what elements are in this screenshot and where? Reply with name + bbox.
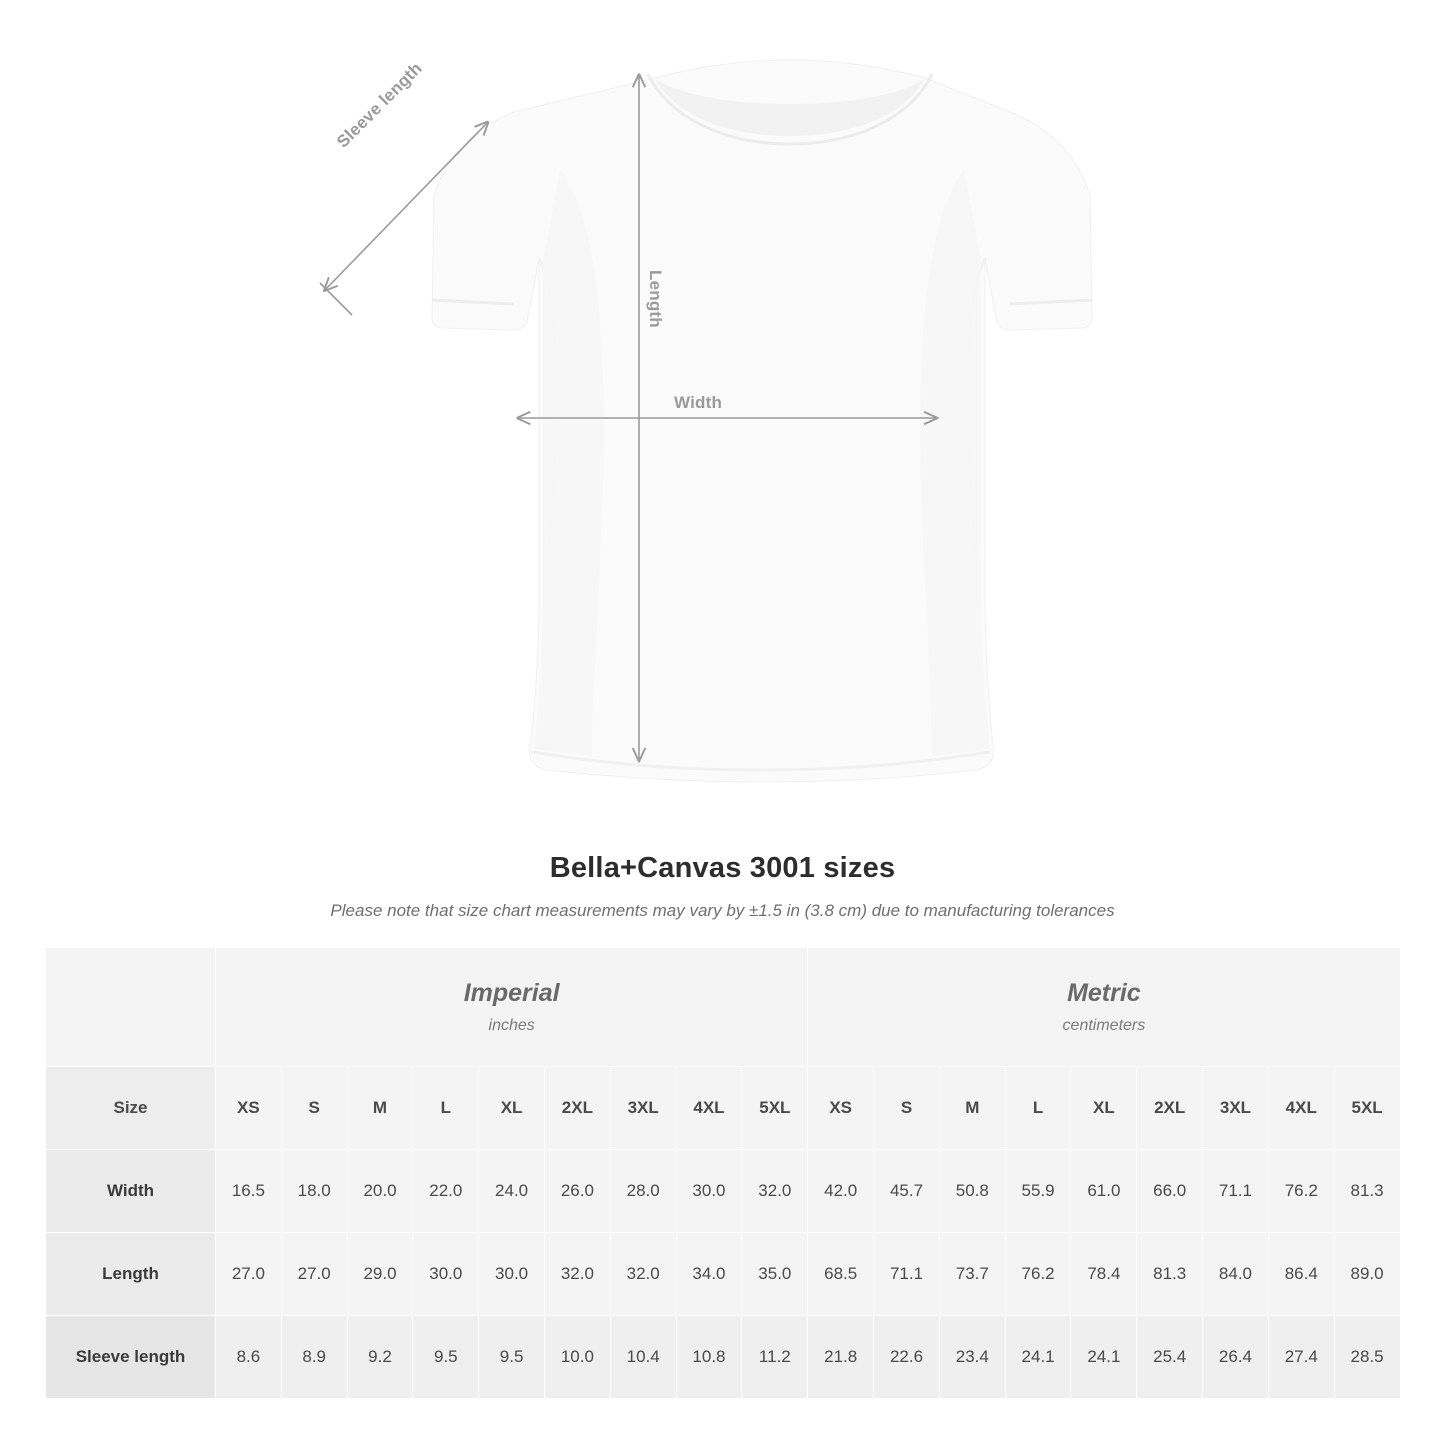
cell-sleeve-imperial-xl: 9.5 (479, 1316, 545, 1399)
cell-width-imperial-xs: 16.5 (216, 1150, 282, 1233)
cell-sleeve-metric-3xl: 26.4 (1203, 1316, 1269, 1399)
cell-sleeve-metric-4xl: 27.4 (1268, 1316, 1334, 1399)
header-size-metric-l: L (1005, 1067, 1071, 1150)
cell-length-metric-5xl: 89.0 (1334, 1233, 1400, 1316)
size-table (45, 947, 1401, 1399)
cell-width-imperial-l: 22.0 (413, 1150, 479, 1233)
header-size-metric-s: S (874, 1067, 940, 1150)
page-title: Bella+Canvas 3001 sizes (549, 852, 896, 884)
cell-width-imperial-2xl: 26.0 (544, 1150, 610, 1233)
cell-sleeve-imperial-2xl: 10.0 (544, 1316, 610, 1399)
header-size-metric-2xl: 2XL (1137, 1067, 1203, 1150)
table-header-row (46, 1067, 1401, 1150)
cell-width-imperial-xl: 24.0 (479, 1150, 545, 1233)
unit-system-label-metric: Metric (1067, 979, 1141, 1007)
cell-width-imperial-s: 18.0 (281, 1150, 347, 1233)
table-row (46, 1316, 1401, 1399)
cell-sleeve-imperial-5xl: 11.2 (742, 1316, 808, 1399)
cell-width-metric-4xl: 76.2 (1268, 1150, 1334, 1233)
cell-length-metric-4xl: 86.4 (1268, 1233, 1334, 1316)
header-size: Size (46, 1067, 216, 1150)
cell-length-imperial-2xl: 32.0 (544, 1233, 610, 1316)
cell-length-imperial-4xl: 34.0 (676, 1233, 742, 1316)
cell-length-imperial-xl: 30.0 (479, 1233, 545, 1316)
cell-length-metric-3xl: 84.0 (1203, 1233, 1269, 1316)
cell-width-metric-5xl: 81.3 (1334, 1150, 1400, 1233)
cell-width-metric-xl: 61.0 (1071, 1150, 1137, 1233)
cell-length-imperial-5xl: 35.0 (742, 1233, 808, 1316)
unit-label-metric: centimeters (1062, 1017, 1146, 1034)
unit-group-imperial (216, 948, 808, 1067)
cell-length-imperial-l: 30.0 (413, 1233, 479, 1316)
header-size-metric-5xl: 5XL (1334, 1067, 1400, 1150)
cell-sleeve-imperial-l: 9.5 (413, 1316, 479, 1399)
cell-length-metric-s: 71.1 (874, 1233, 940, 1316)
cell-length-imperial-m: 29.0 (347, 1233, 413, 1316)
label-width: Width (674, 393, 723, 412)
row-label-sleeve-length: Sleeve length (46, 1316, 216, 1399)
header-size-metric-4xl: 4XL (1268, 1067, 1334, 1150)
header-size-imperial-l: L (413, 1067, 479, 1150)
cell-length-imperial-xs: 27.0 (216, 1233, 282, 1316)
cell-sleeve-metric-l: 24.1 (1005, 1316, 1071, 1399)
header-size-metric-3xl: 3XL (1203, 1067, 1269, 1150)
unit-label-imperial: inches (488, 1017, 535, 1034)
cell-width-imperial-3xl: 28.0 (610, 1150, 676, 1233)
row-label-length: Length (46, 1233, 216, 1316)
unit-system-label-imperial: Imperial (463, 979, 560, 1007)
tolerance-note: Please note that size chart measurements may vary by ±1.5 in (3.8 cm) due to manufacturing tolerances (330, 901, 1115, 920)
cell-length-imperial-s: 27.0 (281, 1233, 347, 1316)
cell-sleeve-imperial-m: 9.2 (347, 1316, 413, 1399)
header-size-imperial-s: S (281, 1067, 347, 1150)
cell-sleeve-metric-m: 23.4 (939, 1316, 1005, 1399)
table-row (46, 1150, 1401, 1233)
size-table-wrapper (45, 947, 1400, 1399)
cell-sleeve-imperial-3xl: 10.4 (610, 1316, 676, 1399)
table-row (46, 1233, 1401, 1316)
cell-width-metric-3xl: 71.1 (1203, 1150, 1269, 1233)
header-size-imperial-2xl: 2XL (544, 1067, 610, 1150)
cell-sleeve-metric-2xl: 25.4 (1137, 1316, 1203, 1399)
label-sleeve-length: Sleeve length (333, 58, 426, 152)
header-size-imperial-5xl: 5XL (742, 1067, 808, 1150)
cell-sleeve-imperial-xs: 8.6 (216, 1316, 282, 1399)
header-size-imperial-xs: XS (216, 1067, 282, 1150)
cell-length-metric-2xl: 81.3 (1137, 1233, 1203, 1316)
cell-length-metric-xs: 68.5 (808, 1233, 874, 1316)
cell-width-metric-xs: 42.0 (808, 1150, 874, 1233)
cell-sleeve-metric-5xl: 28.5 (1334, 1316, 1400, 1399)
cell-width-metric-2xl: 66.0 (1137, 1150, 1203, 1233)
unit-system-row (46, 948, 1401, 1067)
title-block (0, 852, 1445, 921)
header-size-imperial-3xl: 3XL (610, 1067, 676, 1150)
cell-sleeve-imperial-4xl: 10.8 (676, 1316, 742, 1399)
cell-width-imperial-4xl: 30.0 (676, 1150, 742, 1233)
cell-width-metric-m: 50.8 (939, 1150, 1005, 1233)
cell-width-metric-l: 55.9 (1005, 1150, 1071, 1233)
cell-length-metric-l: 76.2 (1005, 1233, 1071, 1316)
cell-length-metric-xl: 78.4 (1071, 1233, 1137, 1316)
cell-sleeve-metric-xs: 21.8 (808, 1316, 874, 1399)
cell-width-imperial-m: 20.0 (347, 1150, 413, 1233)
cell-width-imperial-5xl: 32.0 (742, 1150, 808, 1233)
cell-sleeve-metric-xl: 24.1 (1071, 1316, 1137, 1399)
cell-sleeve-imperial-s: 8.9 (281, 1316, 347, 1399)
header-size-imperial-xl: XL (479, 1067, 545, 1150)
cell-length-imperial-3xl: 32.0 (610, 1233, 676, 1316)
header-size-metric-m: M (939, 1067, 1005, 1150)
row-label-width: Width (46, 1150, 216, 1233)
header-size-metric-xl: XL (1071, 1067, 1137, 1150)
header-size-imperial-m: M (347, 1067, 413, 1150)
unit-group-metric (808, 948, 1400, 1067)
cell-width-metric-s: 45.7 (874, 1150, 940, 1233)
unit-spacer (46, 948, 216, 1067)
header-size-imperial-4xl: 4XL (676, 1067, 742, 1150)
label-length: Length (646, 270, 665, 328)
header-size-metric-xs: XS (808, 1067, 874, 1150)
cell-length-metric-m: 73.7 (939, 1233, 1005, 1316)
cell-sleeve-metric-s: 22.6 (874, 1316, 940, 1399)
